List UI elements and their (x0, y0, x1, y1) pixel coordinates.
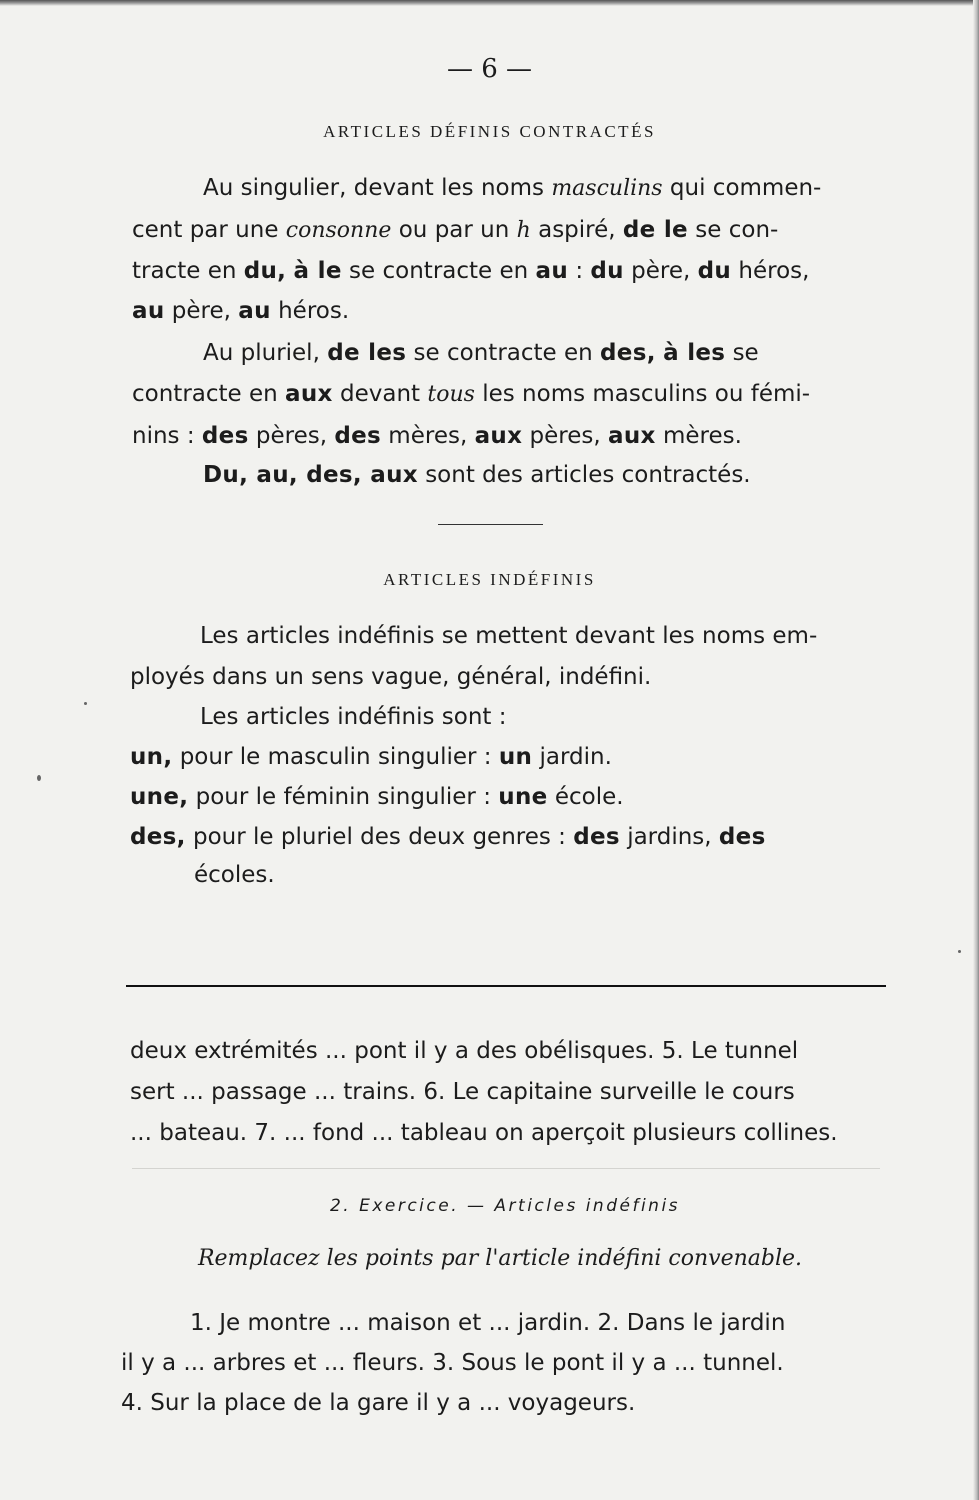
paragraph-line: Au pluriel, de les se contracte en des, à les se (203, 340, 759, 366)
paragraph-line: Au singulier, devant les noms masculins qui commen- (203, 175, 822, 201)
exercise-line: 4. Sur la place de la gare il y a ... voyageurs. (121, 1390, 636, 1416)
section-title-definis-contractes: ARTICLES DÉFINIS CONTRACTÉS (323, 122, 656, 141)
paragraph-line: contracte en aux devant tous les noms masculins ou fémi- (132, 381, 811, 407)
section-divider (438, 524, 543, 525)
exercise-line: ... bateau. 7. ... fond ... tableau on aperçoit plusieurs collines. (130, 1120, 838, 1146)
page-right-edge (973, 0, 979, 1500)
paragraph-line: tracte en du, à le se contracte en au : du père, du héros, (132, 258, 810, 284)
page-divider (126, 985, 886, 987)
paragraph-line: Les articles indéfinis sont : (200, 704, 507, 730)
paragraph-line: au père, au héros. (132, 298, 350, 324)
paragraph-line: ployés dans un sens vague, général, indéfini. (130, 664, 652, 690)
page-number: — 6 — (446, 54, 533, 84)
section-title-indefinis: ARTICLES INDÉFINIS (383, 570, 596, 589)
list-item-continuation: écoles. (194, 862, 275, 888)
exercise-instruction: Remplacez les points par l'article indéfini convenable. (197, 1246, 803, 1271)
exercise-line: deux extrémités ... pont il y a des obélisques. 5. Le tunnel (130, 1038, 799, 1064)
exercise-title: 2. Exercice. — Articles indéfinis (329, 1196, 681, 1216)
exercise-line: sert ... passage ... trains. 6. Le capitaine surveille le cours (130, 1079, 795, 1105)
list-item: une, pour le féminin singulier : une école. (130, 784, 624, 810)
scan-speck (37, 775, 41, 781)
list-item: un, pour le masculin singulier : un jardin. (130, 744, 612, 770)
scan-speck (958, 950, 961, 953)
exercise-line: il y a ... arbres et ... fleurs. 3. Sous le pont il y a ... tunnel. (121, 1350, 784, 1376)
scan-speck (84, 702, 87, 705)
page-top-edge (0, 0, 979, 6)
list-item: des, pour le pluriel des deux genres : des jardins, des (130, 824, 766, 850)
exercise-line: 1. Je montre ... maison et ... jardin. 2. Dans le jardin (190, 1310, 786, 1336)
paragraph-line: cent par une consonne ou par un h aspiré, de le se con- (132, 217, 779, 243)
faint-divider (132, 1168, 880, 1169)
paragraph-line: nins : des pères, des mères, aux pères, aux mères. (132, 423, 742, 449)
paragraph-line: Les articles indéfinis se mettent devant les noms em- (200, 623, 818, 649)
paragraph-line: Du, au, des, aux sont des articles contractés. (203, 462, 751, 488)
